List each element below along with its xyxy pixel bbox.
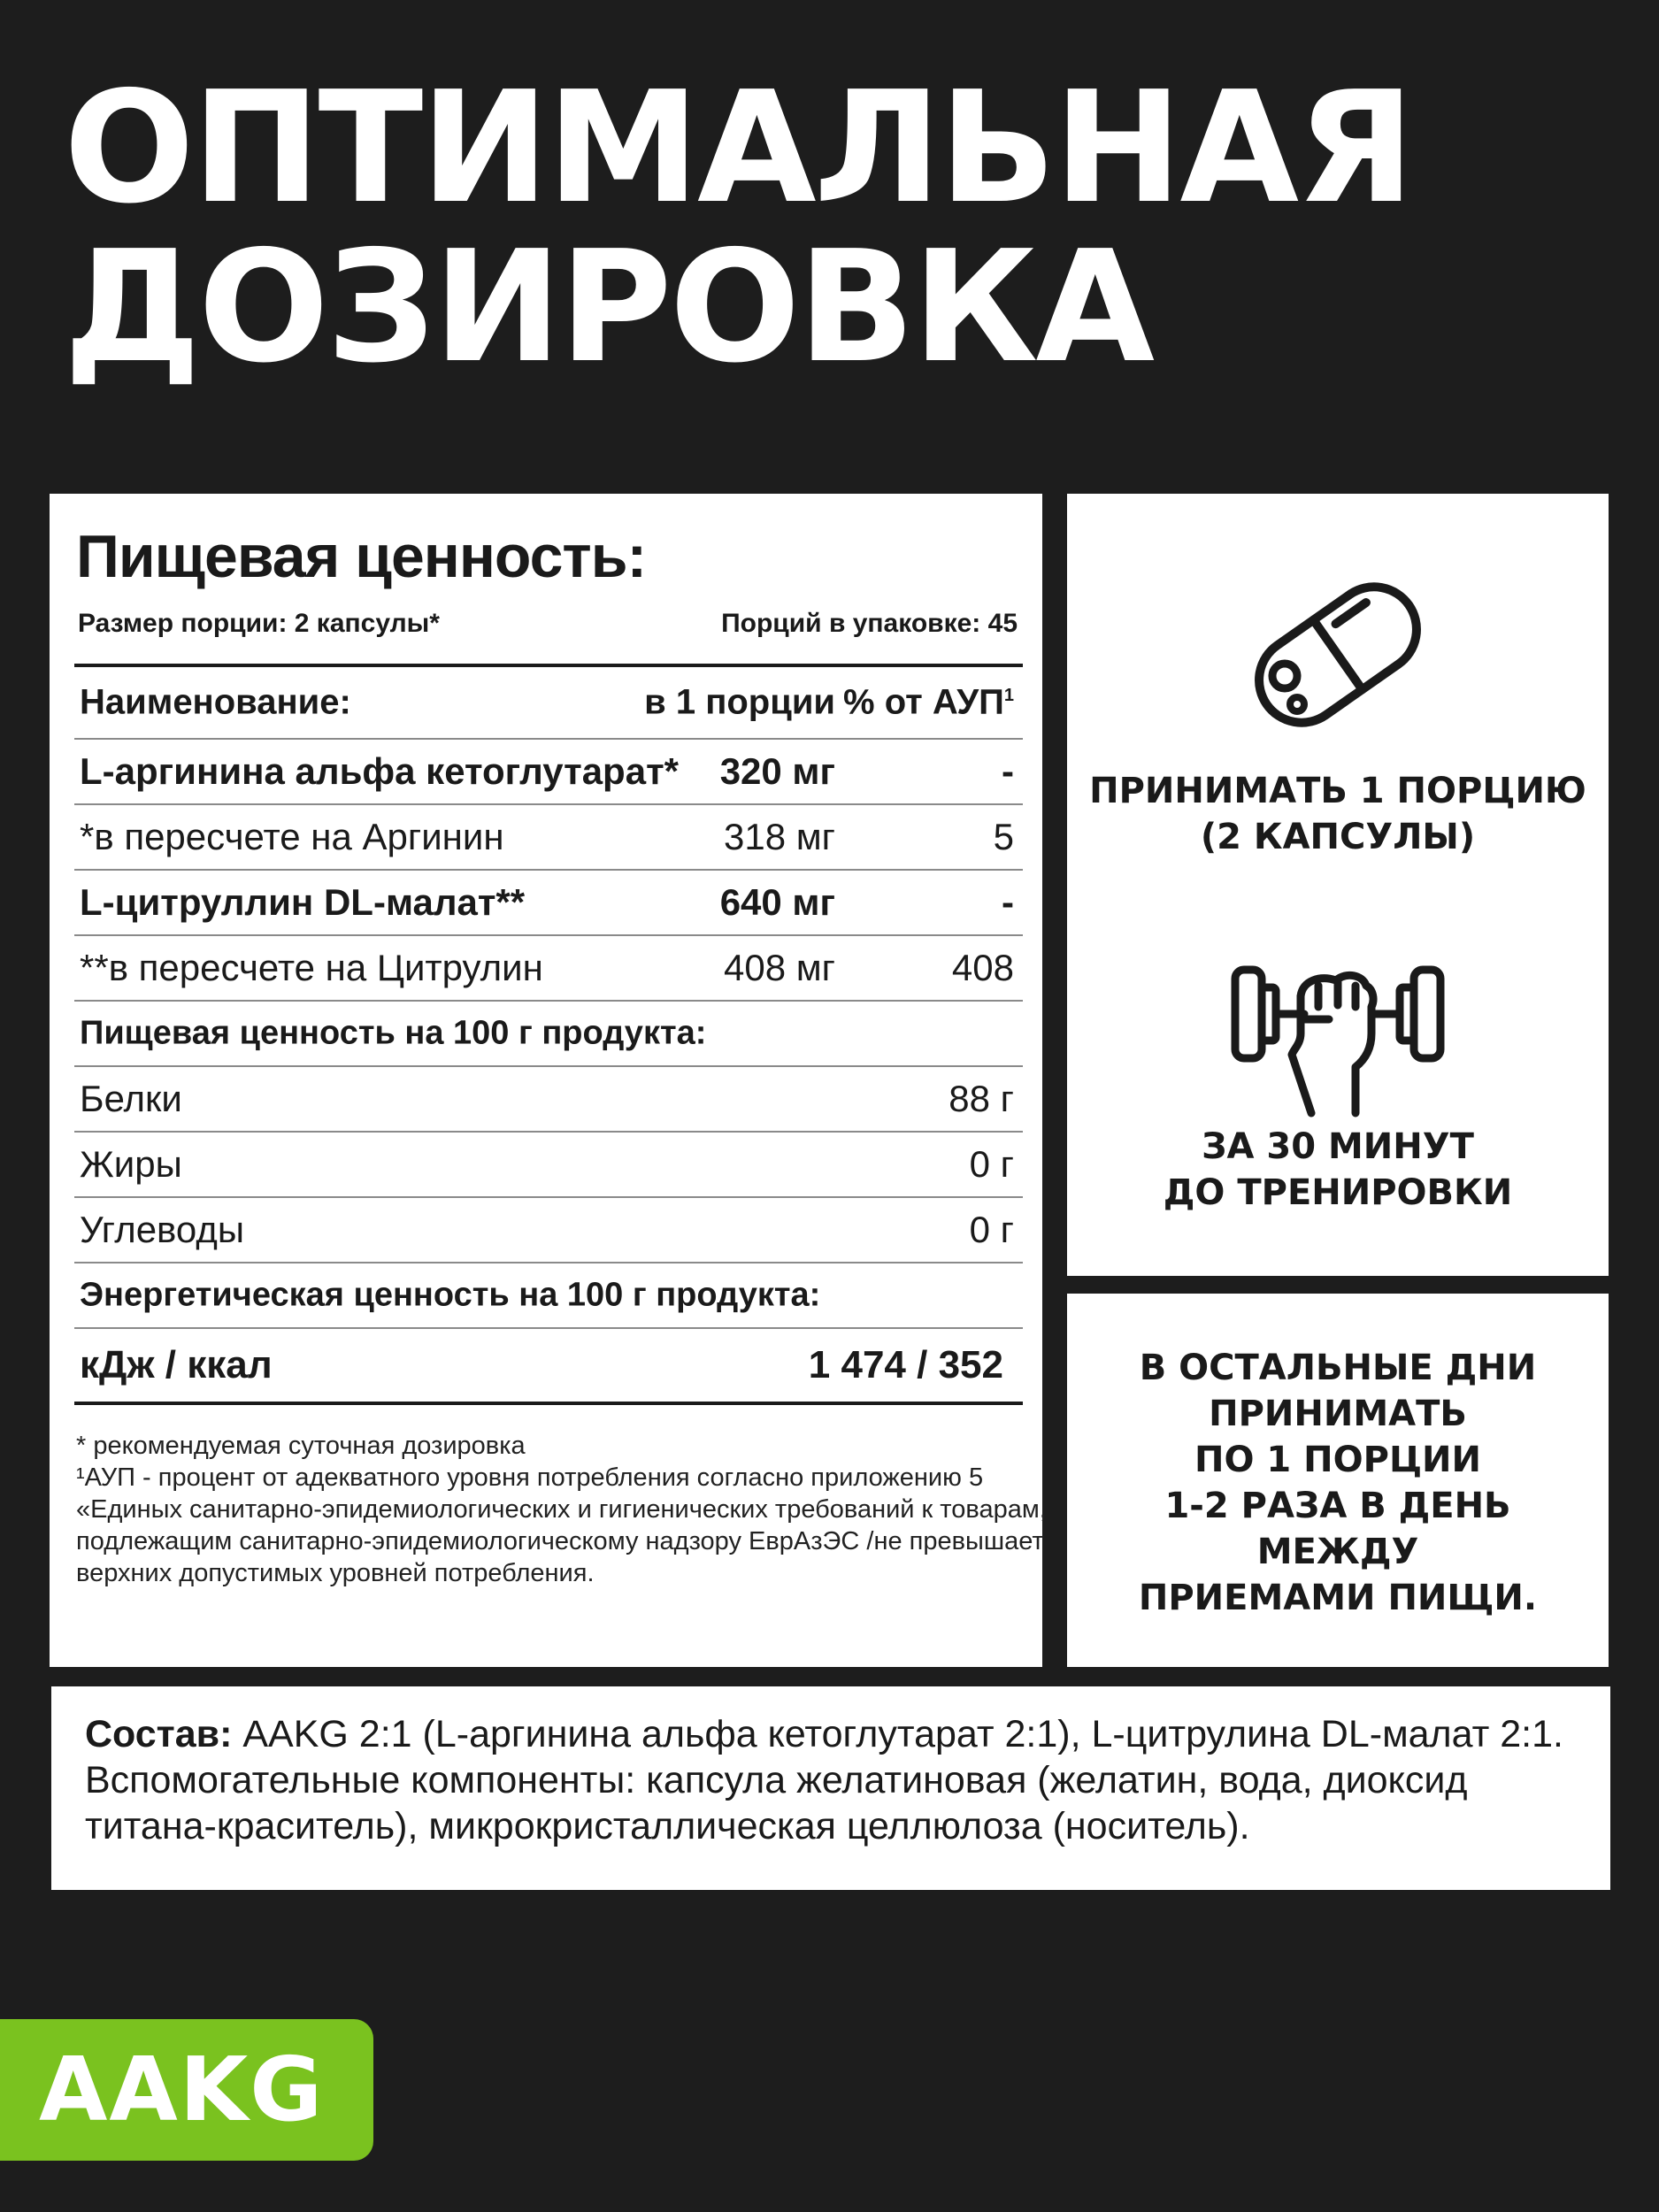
- row-pct: -: [1002, 881, 1014, 923]
- table-header-row: [74, 667, 1023, 740]
- footnote: «Единых санитарно-эпидемиологических и гигиенических требований к товарам,: [76, 1495, 1047, 1524]
- row-pct: -: [1002, 750, 1014, 792]
- row-name: L-аргинина альфа кетоглутарат*: [80, 750, 679, 792]
- table-row: [74, 936, 1023, 1002]
- composition-text: Состав: AAKG 2:1 (L-аргинина альфа кетоглутарат 2:1), L-цитрулина DL-малат 2:1. Вспомогательные компоненты: капсула желатиновая (желатин, вода, диоксид титана-краситель), микрокристаллическая целлюлоза (носитель).: [85, 1713, 1563, 1847]
- composition-label: Состав:: [85, 1713, 233, 1755]
- badge-text: AAKG: [39, 2038, 325, 2141]
- headline-line-2: ДОЗИРОВКА: [64, 218, 1153, 397]
- row-name: Жиры: [80, 1143, 182, 1185]
- table-row: [74, 1067, 1023, 1133]
- row-per-serving: 320 мг: [719, 750, 835, 792]
- headline: [64, 58, 1621, 397]
- energy-value: 1 474 / 352: [808, 1343, 1003, 1386]
- row-per-serving: 408 мг: [724, 947, 835, 988]
- row-name: Белки: [80, 1078, 182, 1119]
- footnote: верхних допустимых уровней потребления.: [76, 1559, 595, 1587]
- capsule-icon: [1240, 566, 1435, 747]
- serving-info: [78, 609, 1018, 639]
- table-row: [74, 1198, 1023, 1263]
- nutrition-table: [74, 664, 1023, 1405]
- energy-label: кДж / ккал: [80, 1343, 273, 1386]
- header-name: Наименование:: [80, 682, 351, 722]
- table-row: [74, 740, 1023, 805]
- row-per-serving: 318 мг: [724, 816, 835, 857]
- footnote: ¹АУП - процент от адекватного уровня потребления согласно приложению 5: [76, 1463, 984, 1492]
- row-value: 0 г: [969, 1143, 1014, 1185]
- row-name: *в пересчете на Аргинин: [80, 816, 504, 857]
- row-value: 0 г: [969, 1209, 1014, 1250]
- howto-panel: [1067, 494, 1609, 1276]
- energy-section-title: Энергетическая ценность на 100 г продукта:: [74, 1263, 1023, 1329]
- header-per-serving: в 1 порции: [644, 682, 835, 722]
- footnotes: [76, 1430, 1047, 1589]
- header-pct: % от АУП$^1$: [843, 682, 1014, 722]
- headline-line-1: ОПТИМАЛЬНАЯ: [64, 58, 1413, 238]
- other-days-panel: [1067, 1294, 1609, 1667]
- footnote: * рекомендуемая суточная дозировка: [76, 1432, 526, 1460]
- product-badge: [0, 2019, 373, 2161]
- row-name: **в пересчете на Цитрулин: [80, 947, 543, 988]
- row-pct: 5: [993, 816, 1014, 857]
- row-name: L-цитруллин DL-малат**: [80, 881, 526, 923]
- composition-panel: [51, 1686, 1610, 1890]
- table-row: [74, 1133, 1023, 1198]
- dumbbell-hand-icon: [1223, 945, 1453, 1125]
- nutrition-panel: [50, 494, 1047, 1667]
- table-row: [74, 871, 1023, 936]
- row-pct: 408: [951, 947, 1014, 988]
- table-row: [74, 805, 1023, 871]
- other-days-text: В ОСТАЛЬНЫЕ ДНИ ПРИНИМАТЬ ПО 1 ПОРЦИИ 1-2 РАЗА В ДЕНЬ МЕЖДУ ПРИЕМАМИ ПИЩИ.: [1138, 1348, 1538, 1618]
- energy-row: [74, 1329, 1023, 1405]
- footnote: подлежащим санитарно-эпидемиологическому надзору ЕврАзЭС /не превышает: [76, 1527, 1044, 1555]
- serving-size: Размер порции: 2 капсулы*: [78, 609, 440, 638]
- servings-per-pack: Порций в упаковке: 45: [721, 609, 1018, 638]
- row-value: 88 г: [949, 1078, 1014, 1119]
- per100-section-title: Пищевая ценность на 100 г продукта:: [74, 1002, 1023, 1067]
- nutrition-title: Пищевая ценность:: [76, 523, 647, 590]
- row-per-serving: 640 мг: [719, 881, 835, 923]
- step2-text: ЗА 30 МИНУТ ДО ТРЕНИРОВКИ: [1163, 1126, 1513, 1213]
- step1-text: ПРИНИМАТЬ 1 ПОРЦИЮ (2 КАПСУЛЫ): [1089, 771, 1586, 857]
- row-name: Углеводы: [80, 1209, 245, 1250]
